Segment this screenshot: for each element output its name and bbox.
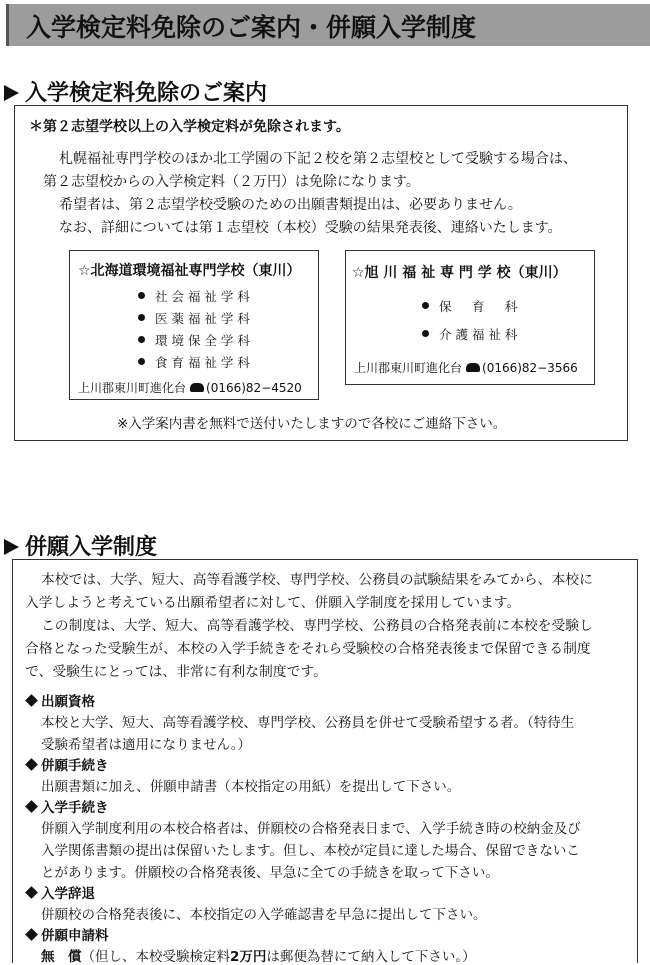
bullet-icon [138, 358, 145, 365]
department-item: 医 薬 福 祉 学 科 [138, 309, 250, 327]
item-line: 併願校の合格発表後に、本校指定の入学確認書を早急に提出して下さい。 [41, 907, 487, 923]
section-heading-text: 併願入学制度 [25, 535, 158, 560]
item-line: 併願入学制度利用の本校合格者は、併願校の合格発表日まで、入学手続き時の校納金及び [41, 821, 581, 837]
bullet-icon [138, 336, 145, 343]
school-contact: 上川郡東川町進化台 (0166)82−3566 [354, 361, 578, 375]
section-heading-concurrent [4, 530, 157, 561]
school-card-kankyo [69, 250, 319, 400]
diamond-bullet-icon [25, 758, 38, 771]
paragraph-line: 第２志望校からの入学検定料（２万円）は免除になります。 [43, 174, 420, 190]
intro-line: 本校では、大学、短大、高等看護学校、専門学校、公務員の試験結果をみてから、本校に [41, 572, 593, 588]
diamond-bullet-icon [25, 928, 38, 941]
school-card-asahikawa [345, 250, 595, 385]
bullet-icon [422, 330, 429, 337]
paragraph-line: なお、詳細については第１志望校（本校）受験の結果発表後、連絡いたします。 [59, 220, 562, 236]
department-item: 介 護 福 祉 科 [422, 325, 517, 343]
intro-line: 合格となった受験生が、本校の入学手続きをそれら受験校の合格発表後まで保留できる制度 [25, 641, 591, 657]
department-item: 社 会 福 祉 学 科 [138, 287, 250, 305]
school-contact: 上川郡東川町進化台 (0166)82−4520 [78, 381, 302, 395]
department-item: 食 育 福 祉 学 科 [138, 353, 250, 371]
page-banner [6, 4, 650, 46]
intro-line: 入学しようと考えている出願希望者に対して、併願入学制度を採用しています。 [25, 595, 521, 611]
school-name: ☆旭 川 福 祉 専 門 学 校（東川） [352, 265, 567, 281]
school-name: ☆北海道環境福祉専門学校（東川） [78, 263, 301, 279]
item-line: とがあります。併願校の合格発表後、早急に全ての手続きを取って下さい。 [41, 865, 499, 881]
fee-note: は郵便為替にて納入して下さい。） [266, 949, 476, 965]
fee-amount: 2万円 [230, 949, 267, 965]
item-title: 入学辞退 [25, 882, 95, 902]
item-line: 出願書類に加え、併願申請書（本校指定の用紙）を提出して下さい。 [41, 779, 461, 795]
telephone-icon [190, 383, 204, 392]
item-title: 併願申請料 [25, 924, 109, 944]
section-heading-text: 入学検定料免除のご案内 [25, 81, 268, 106]
exemption-box [14, 105, 628, 441]
intro-line: この制度は、大学、短大、高等看護学校、専門学校、公務員の合格発表前に本校を受験し [41, 618, 593, 634]
fee-note: （但し、本校受験検定料 [81, 949, 230, 965]
triangle-bullet-icon [4, 85, 19, 101]
item-line: 受験希望者は適用になりません。） [41, 737, 252, 753]
department-item: 保 育 科 [422, 297, 517, 315]
diamond-bullet-icon [25, 886, 38, 899]
paragraph-line: 札幌福祉専門学校のほか北工学園の下記２校を第２志望校として受験する場合は、 [59, 151, 577, 167]
intro-line: で、受験生にとっては、非常に有利な制度です。 [25, 664, 327, 680]
telephone-icon [466, 363, 480, 372]
item-line: 本校と大学、短大、高等看護学校、専門学校、公務員を併せて受験希望する者。（特待生 [41, 715, 575, 731]
item-title: 入学手続き [25, 796, 109, 816]
item-title: 出願資格 [25, 690, 95, 710]
fee-label: 無 償 [41, 949, 82, 965]
department-item: 環 境 保 全 学 科 [138, 331, 250, 349]
fee-line [41, 945, 476, 965]
item-line: 入学関係書類の提出は保留いたします。但し、本校が定員に達した場合、保留できないこ [41, 843, 580, 859]
footer-note: ※入学案内書を無料で送付いたしますので各校にご連絡下さい。 [117, 416, 507, 432]
diamond-bullet-icon [25, 800, 38, 813]
bullet-icon [138, 292, 145, 299]
diamond-bullet-icon [25, 694, 38, 707]
item-title: 併願手続き [25, 754, 109, 774]
paragraph-line: 希望者は、第２志望学校受験のための出願書類提出は、必要ありません。 [59, 197, 522, 213]
bullet-icon [138, 314, 145, 321]
banner-title: 入学検定料免除のご案内・併願入学制度 [26, 13, 477, 42]
concurrent-box [12, 559, 638, 963]
exemption-notice: ＊第２志望学校以上の入学検定料が免除されます。 [29, 119, 350, 135]
triangle-bullet-icon [4, 539, 19, 555]
section-heading-exemption [4, 76, 267, 107]
bullet-icon [422, 302, 429, 309]
